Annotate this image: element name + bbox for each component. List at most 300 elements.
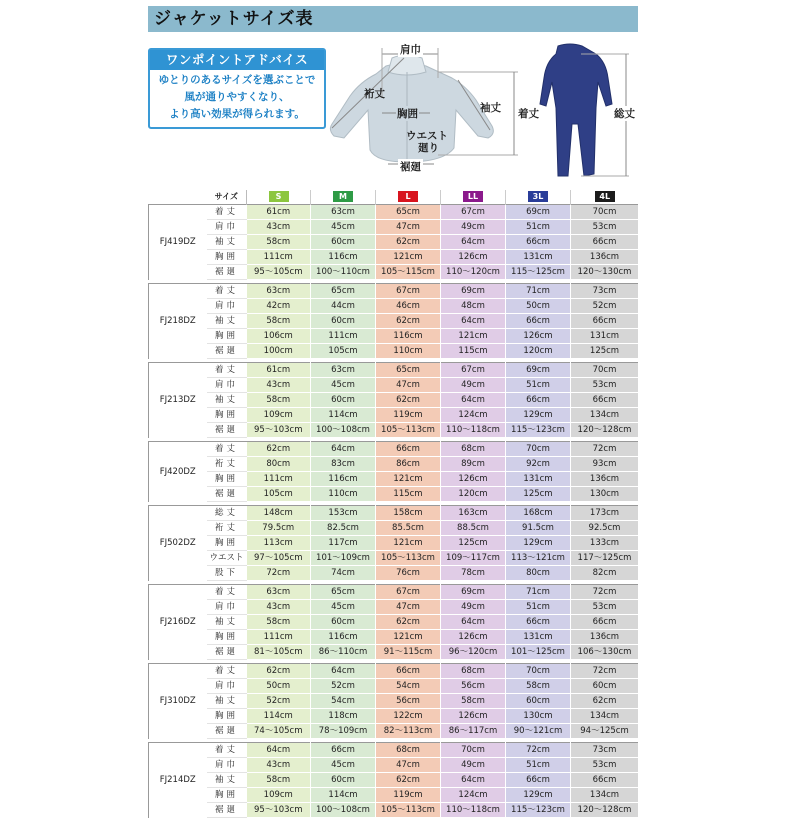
size-value-cell: 82.5cm [311,521,376,536]
size-col-s [247,190,311,205]
label-chest: 胸囲 [397,108,418,120]
size-value-cell: 50cm [506,299,571,314]
size-value-cell: 72cm [506,743,571,758]
measurement-label: 肩巾 [207,299,247,314]
size-value-cell: 111cm [247,630,311,645]
size-value-cell: 70cm [571,363,639,378]
size-value-cell: 168cm [506,506,571,521]
size-value-cell: 52cm [247,694,311,709]
measurement-label: 総丈 [207,506,247,521]
size-value-cell: 58cm [247,393,311,408]
size-value-cell: 60cm [311,314,376,329]
size-value-cell: 115cm [441,344,506,359]
measurement-label: 裾廻 [207,344,247,359]
table-row [149,472,639,487]
size-value-cell: 60cm [311,773,376,788]
size-value-cell: 47cm [376,378,441,393]
size-value-cell: 120～128cm [571,803,639,818]
size-value-cell: 153cm [311,506,376,521]
size-value-cell: 43cm [247,600,311,615]
size-value-cell: 58cm [247,314,311,329]
size-value-cell: 109cm [247,408,311,423]
measurement-label: 裾廻 [207,487,247,502]
empty-header [149,190,207,205]
size-value-cell: 47cm [376,600,441,615]
size-value-cell: 62cm [247,442,311,457]
size-value-cell: 110cm [311,487,376,502]
size-value-cell: 56cm [376,694,441,709]
table-row [149,363,639,378]
measurement-label: 着丈 [207,585,247,600]
size-value-cell: 78～109cm [311,724,376,739]
size-value-cell: 95～103cm [247,803,311,818]
size-value-cell: 119cm [376,788,441,803]
size-value-cell: 63cm [247,585,311,600]
size-value-cell: 125cm [441,536,506,551]
size-value-cell: 68cm [441,442,506,457]
size-value-cell: 67cm [441,363,506,378]
size-badge: 4L [595,191,615,202]
size-value-cell: 116cm [376,329,441,344]
size-value-cell: 64cm [441,773,506,788]
measurement-label: 肩巾 [207,220,247,235]
measurement-label: 袖丈 [207,314,247,329]
size-value-cell: 47cm [376,758,441,773]
size-value-cell: 121cm [441,329,506,344]
size-value-cell: 130cm [571,487,639,502]
size-value-cell: 115～123cm [506,423,571,438]
size-value-cell: 65cm [376,205,441,220]
advice-line: 風が通りやすくなり、 [184,91,290,103]
measurement-label: ウエスト [207,551,247,566]
measurement-label: 着丈 [207,442,247,457]
label-yuki: 裄丈 [364,88,385,100]
size-value-cell: 49cm [441,220,506,235]
measurement-label: 裄丈 [207,457,247,472]
size-value-cell: 110～118cm [441,803,506,818]
size-value-cell: 106～130cm [571,645,639,660]
table-row [149,536,639,551]
size-value-cell: 131cm [506,630,571,645]
size-value-cell: 119cm [376,408,441,423]
size-value-cell: 129cm [506,536,571,551]
table-row [149,566,639,581]
size-value-cell: 66cm [506,235,571,250]
table-row [149,521,639,536]
measurement-label: 肩巾 [207,378,247,393]
table-row [149,344,639,359]
size-value-cell: 53cm [571,220,639,235]
size-value-cell: 64cm [311,664,376,679]
size-value-cell: 49cm [441,378,506,393]
size-value-cell: 50cm [247,679,311,694]
size-value-cell: 115～125cm [506,265,571,280]
size-value-cell: 61cm [247,363,311,378]
size-value-cell: 94～125cm [571,724,639,739]
measurement-label: 胸囲 [207,536,247,551]
size-value-cell: 72cm [571,664,639,679]
size-value-cell: 109cm [247,788,311,803]
size-value-cell: 117～125cm [571,551,639,566]
size-value-cell: 62cm [247,664,311,679]
label-sleeve: 袖丈 [480,102,501,114]
size-value-cell: 54cm [311,694,376,709]
measurement-label: 胸囲 [207,788,247,803]
size-value-cell: 105～113cm [376,423,441,438]
table-row [149,442,639,457]
size-badge: LL [463,191,483,202]
size-value-cell: 64cm [311,442,376,457]
size-value-cell: 53cm [571,758,639,773]
size-value-cell: 90～121cm [506,724,571,739]
size-value-cell: 49cm [441,758,506,773]
size-value-cell: 93cm [571,457,639,472]
size-value-cell: 92.5cm [571,521,639,536]
size-value-cell: 73cm [571,743,639,758]
size-value-cell: 136cm [571,630,639,645]
measurement-label: 裾廻 [207,724,247,739]
size-value-cell: 116cm [311,250,376,265]
size-value-cell: 110cm [376,344,441,359]
table-row [149,758,639,773]
size-col-l [376,190,441,205]
size-value-cell: 62cm [376,615,441,630]
table-row [149,724,639,739]
size-value-cell: 66cm [571,615,639,630]
size-value-cell: 105～115cm [376,265,441,280]
size-value-cell: 79.5cm [247,521,311,536]
size-value-cell: 129cm [506,408,571,423]
size-value-cell: 45cm [311,220,376,235]
size-value-cell: 82～113cm [376,724,441,739]
size-value-cell: 121cm [376,630,441,645]
table-row [149,329,639,344]
size-value-cell: 62cm [571,694,639,709]
size-value-cell: 51cm [506,600,571,615]
size-value-cell: 66cm [506,393,571,408]
measurement-label: 着丈 [207,205,247,220]
size-value-cell: 80cm [247,457,311,472]
coverall-illustration [540,44,612,176]
size-value-cell: 110～120cm [441,265,506,280]
size-value-cell: 66cm [506,314,571,329]
size-value-cell: 116cm [311,630,376,645]
label-total-length: 総丈 [614,108,635,120]
size-value-cell: 70cm [441,743,506,758]
table-row [149,205,639,220]
table-row [149,709,639,724]
model-name: FJ310DZ [149,664,207,739]
size-value-cell: 117cm [311,536,376,551]
size-value-cell: 63cm [247,284,311,299]
size-value-cell: 66cm [571,773,639,788]
advice-box [148,48,326,129]
size-value-cell: 158cm [376,506,441,521]
size-value-cell: 120～128cm [571,423,639,438]
size-value-cell: 122cm [376,709,441,724]
size-value-cell: 62cm [376,235,441,250]
size-value-cell: 58cm [247,615,311,630]
table-row [149,250,639,265]
garment-diagram [326,38,638,180]
size-value-cell: 64cm [247,743,311,758]
size-value-cell: 163cm [441,506,506,521]
size-value-cell: 70cm [506,442,571,457]
table-row [149,585,639,600]
size-value-cell: 131cm [571,329,639,344]
size-value-cell: 130cm [506,709,571,724]
size-value-cell: 46cm [376,299,441,314]
size-value-cell: 113cm [247,536,311,551]
model-name: FJ419DZ [149,205,207,280]
size-value-cell: 106cm [247,329,311,344]
size-value-cell: 58cm [247,235,311,250]
size-value-cell: 85.5cm [376,521,441,536]
size-value-cell: 66cm [376,664,441,679]
size-value-cell: 66cm [311,743,376,758]
size-value-cell: 45cm [311,600,376,615]
size-value-cell: 110～118cm [441,423,506,438]
size-value-cell: 58cm [441,694,506,709]
measurement-label: 着丈 [207,743,247,758]
size-col-4l [571,190,639,205]
size-value-cell: 120cm [506,344,571,359]
size-value-cell: 60cm [311,615,376,630]
table-row [149,630,639,645]
size-value-cell: 131cm [506,472,571,487]
size-value-cell: 47cm [376,220,441,235]
size-value-cell: 105cm [247,487,311,502]
table-row [149,600,639,615]
size-value-cell: 96～120cm [441,645,506,660]
advice-line: より高い効果が得られます。 [169,108,305,120]
measurement-label: 胸囲 [207,329,247,344]
label-waist-2: 廻り [418,142,439,154]
size-value-cell: 120～130cm [571,265,639,280]
size-value-cell: 125cm [506,487,571,502]
measurement-label: 裾廻 [207,265,247,280]
size-value-cell: 126cm [441,250,506,265]
model-name: FJ502DZ [149,506,207,581]
size-value-cell: 71cm [506,284,571,299]
size-value-cell: 70cm [571,205,639,220]
size-value-cell: 101～125cm [506,645,571,660]
size-value-cell: 134cm [571,709,639,724]
size-value-cell: 51cm [506,220,571,235]
table-row [149,457,639,472]
size-value-cell: 121cm [376,472,441,487]
size-value-cell: 129cm [506,788,571,803]
measurement-label: 胸囲 [207,250,247,265]
measurement-label: 肩巾 [207,758,247,773]
size-value-cell: 60cm [571,679,639,694]
size-value-cell: 49cm [441,600,506,615]
size-value-cell: 115～123cm [506,803,571,818]
size-value-cell: 74～105cm [247,724,311,739]
size-value-cell: 95～103cm [247,423,311,438]
size-value-cell: 134cm [571,408,639,423]
size-value-cell: 58cm [247,773,311,788]
size-value-cell: 115cm [376,487,441,502]
size-value-cell: 74cm [311,566,376,581]
size-value-cell: 70cm [506,664,571,679]
size-value-cell: 133cm [571,536,639,551]
size-value-cell: 82cm [571,566,639,581]
size-value-cell: 78cm [441,566,506,581]
advice-heading: ワンポイントアドバイス [150,50,324,70]
size-value-cell: 126cm [506,329,571,344]
size-value-cell: 72cm [247,566,311,581]
size-value-cell: 120cm [441,487,506,502]
measurement-label: 肩巾 [207,600,247,615]
size-value-cell: 97～105cm [247,551,311,566]
size-value-cell: 65cm [311,284,376,299]
table-row [149,314,639,329]
model-name: FJ218DZ [149,284,207,359]
size-value-cell: 148cm [247,506,311,521]
size-value-cell: 66cm [506,773,571,788]
size-value-cell: 66cm [376,442,441,457]
size-badge: L [398,191,418,202]
size-value-cell: 71cm [506,585,571,600]
size-value-cell: 56cm [441,679,506,694]
size-value-cell: 44cm [311,299,376,314]
size-value-cell: 64cm [441,615,506,630]
size-badge: M [333,191,353,202]
table-row [149,551,639,566]
table-row [149,284,639,299]
size-value-cell: 67cm [376,585,441,600]
size-value-cell: 72cm [571,585,639,600]
table-row [149,615,639,630]
label-length: 着丈 [518,108,539,120]
size-table-body [149,205,639,818]
size-value-cell: 73cm [571,284,639,299]
size-value-cell: 121cm [376,250,441,265]
size-value-cell: 62cm [376,393,441,408]
table-row [149,393,639,408]
size-header-label: サイズ [207,190,247,205]
size-value-cell: 111cm [247,472,311,487]
size-value-cell: 111cm [311,329,376,344]
table-row [149,487,639,502]
size-value-cell: 51cm [506,378,571,393]
measurement-label: 胸囲 [207,472,247,487]
size-value-cell: 62cm [376,314,441,329]
size-value-cell: 86cm [376,457,441,472]
size-value-cell: 111cm [247,250,311,265]
measurement-label: 袖丈 [207,393,247,408]
size-value-cell: 95～105cm [247,265,311,280]
label-hem: 裾廻 [400,161,421,173]
size-value-cell: 43cm [247,758,311,773]
size-value-cell: 173cm [571,506,639,521]
table-row [149,664,639,679]
size-value-cell: 105～113cm [376,803,441,818]
table-row [149,645,639,660]
measurement-label: 股下 [207,566,247,581]
size-value-cell: 60cm [506,694,571,709]
measurement-label: 胸囲 [207,408,247,423]
measurement-label: 袖丈 [207,694,247,709]
size-value-cell: 121cm [376,536,441,551]
size-value-cell: 64cm [441,235,506,250]
size-value-cell: 86～110cm [311,645,376,660]
size-badge: S [269,191,289,202]
advice-body [150,70,324,123]
size-value-cell: 91.5cm [506,521,571,536]
size-value-cell: 126cm [441,709,506,724]
table-row [149,408,639,423]
table-row [149,423,639,438]
size-value-cell: 64cm [441,393,506,408]
size-value-cell: 63cm [311,363,376,378]
size-value-cell: 69cm [506,205,571,220]
model-name: FJ213DZ [149,363,207,438]
size-value-cell: 105cm [311,344,376,359]
size-value-cell: 62cm [376,773,441,788]
size-table [148,190,639,818]
size-value-cell: 91～115cm [376,645,441,660]
size-value-cell: 124cm [441,788,506,803]
size-table-container [148,190,638,818]
size-value-cell: 45cm [311,378,376,393]
measurement-label: 裄丈 [207,521,247,536]
size-value-cell: 114cm [311,788,376,803]
model-name: FJ214DZ [149,743,207,818]
size-value-cell: 114cm [247,709,311,724]
size-value-cell: 65cm [376,363,441,378]
size-value-cell: 66cm [571,393,639,408]
table-row [149,694,639,709]
size-value-cell: 60cm [311,235,376,250]
size-value-cell: 126cm [441,630,506,645]
size-badge: 3L [528,191,548,202]
size-header-row [149,190,639,205]
table-row [149,679,639,694]
model-name: FJ420DZ [149,442,207,502]
size-value-cell: 66cm [571,235,639,250]
table-row [149,378,639,393]
table-row [149,265,639,280]
size-value-cell: 43cm [247,220,311,235]
size-value-cell: 45cm [311,758,376,773]
table-row [149,788,639,803]
size-value-cell: 66cm [506,615,571,630]
size-value-cell: 43cm [247,378,311,393]
size-value-cell: 52cm [571,299,639,314]
label-waist: ウエスト [406,130,448,142]
size-value-cell: 54cm [376,679,441,694]
size-value-cell: 86～117cm [441,724,506,739]
size-value-cell: 42cm [247,299,311,314]
measurement-label: 袖丈 [207,615,247,630]
size-value-cell: 114cm [311,408,376,423]
size-value-cell: 67cm [441,205,506,220]
size-value-cell: 58cm [506,679,571,694]
size-value-cell: 69cm [441,585,506,600]
size-value-cell: 65cm [311,585,376,600]
table-row [149,235,639,250]
measurement-label: 袖丈 [207,773,247,788]
measurement-label: 胸囲 [207,630,247,645]
measurement-label: 肩巾 [207,679,247,694]
size-value-cell: 52cm [311,679,376,694]
table-row [149,299,639,314]
size-value-cell: 100cm [247,344,311,359]
size-value-cell: 100～108cm [311,423,376,438]
size-value-cell: 89cm [441,457,506,472]
